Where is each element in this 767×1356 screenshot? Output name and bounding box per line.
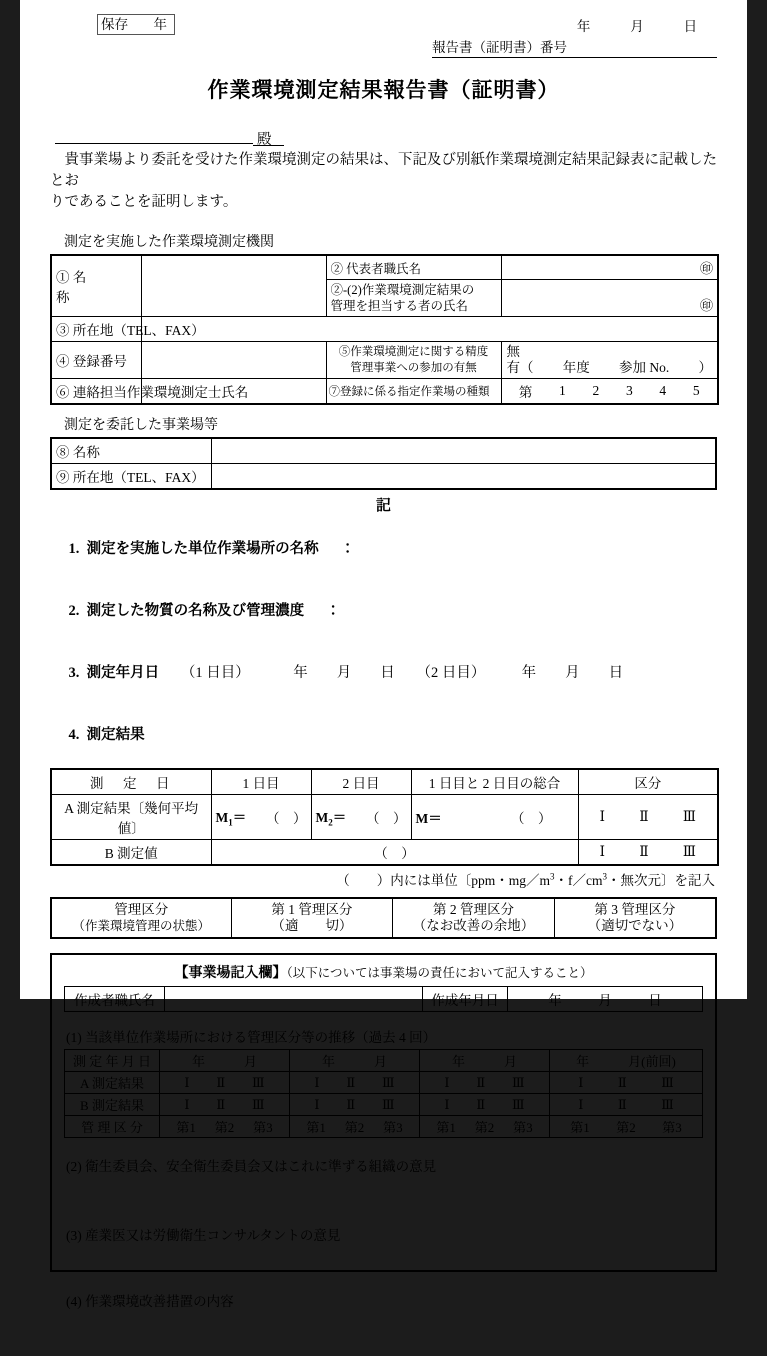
m-symbol: M bbox=[415, 811, 429, 826]
certification-paragraph bbox=[50, 150, 717, 213]
creation-date-value[interactable] bbox=[508, 987, 703, 1012]
results-row-a-kubun[interactable] bbox=[578, 795, 718, 840]
item-2-number: 2. bbox=[68, 603, 80, 619]
certification-paragraph-line2: りであることを証明します。 bbox=[50, 194, 238, 210]
history-table bbox=[64, 1049, 703, 1138]
hist-c4-3[interactable]: 第3 bbox=[662, 1120, 682, 1135]
accuracy-year-label: 年度 bbox=[562, 360, 590, 375]
creation-month-label: 月 bbox=[598, 993, 612, 1008]
table-row bbox=[65, 1094, 703, 1116]
accuracy-partno-label: 参加 No. bbox=[619, 360, 670, 375]
history-date-col3[interactable]: 年 月 bbox=[420, 1050, 550, 1072]
hist-c3-3[interactable]: 第3 bbox=[513, 1120, 533, 1135]
retention-box bbox=[97, 14, 175, 35]
seal-icon: ㊞ bbox=[699, 261, 713, 276]
hist-a1-2[interactable]: Ⅱ bbox=[216, 1074, 226, 1090]
hist-b2-3[interactable]: Ⅲ bbox=[382, 1096, 395, 1112]
history-row-a-col3[interactable] bbox=[420, 1072, 550, 1094]
workplace-entry-note: （以下については事業場の責任において記入すること） bbox=[286, 966, 593, 980]
table-row bbox=[51, 379, 718, 405]
results-row-b-label: B 測定値 bbox=[51, 840, 211, 866]
workplace-type-2[interactable]: 2 bbox=[592, 383, 600, 398]
author-value[interactable] bbox=[165, 987, 423, 1012]
table-row bbox=[65, 1116, 703, 1138]
contact-measurer-label: ⑥ 連絡担当作業環境測定士氏名 bbox=[51, 379, 141, 405]
hist-a2-2[interactable]: Ⅱ bbox=[346, 1074, 356, 1090]
result-manager-label-line2: 管理を担当する者の氏名 bbox=[330, 299, 469, 313]
unit-note-sup2: 3 bbox=[602, 871, 607, 882]
item-3-number: 3. bbox=[68, 665, 80, 681]
hist-b4-1[interactable]: Ⅰ bbox=[578, 1096, 584, 1112]
seal-icon: ㊞ bbox=[699, 298, 713, 313]
document-page bbox=[20, 0, 747, 1309]
unit-note-post: ・無次元〕を記入 bbox=[607, 873, 715, 888]
hist-c3-2[interactable]: 第2 bbox=[474, 1120, 495, 1135]
accuracy-yes-label: 有（ bbox=[506, 360, 534, 375]
client-address-label: ⑨ 所在地（TEL、FAX） bbox=[51, 464, 211, 490]
hist-c4-1[interactable]: 第1 bbox=[570, 1120, 590, 1135]
history-date-col1[interactable]: 年 月 bbox=[160, 1050, 290, 1072]
header-day-label: 日 bbox=[683, 19, 698, 34]
institution-address-value[interactable] bbox=[141, 317, 718, 342]
addressee-blank[interactable] bbox=[55, 126, 253, 144]
item-1 bbox=[54, 519, 717, 579]
results-row-b-kubun[interactable] bbox=[578, 840, 718, 866]
client-table bbox=[50, 437, 717, 490]
workplace-entry-box bbox=[50, 953, 717, 1309]
kubun-3[interactable]: Ⅲ bbox=[682, 844, 696, 859]
management-class-1[interactable] bbox=[231, 898, 393, 938]
workplace-type-1[interactable]: 1 bbox=[559, 383, 566, 398]
table-row bbox=[51, 840, 718, 866]
item-4-text: 測定結果 bbox=[86, 727, 145, 743]
item-1-colon: ： bbox=[340, 541, 355, 557]
item-3-day2-label: （2 日目） bbox=[423, 665, 479, 681]
history-row-class-label: 管 理 区 分 bbox=[65, 1116, 160, 1138]
kubun-3[interactable]: Ⅲ bbox=[682, 809, 696, 824]
hist-a3-1[interactable]: Ⅰ bbox=[444, 1074, 450, 1090]
kubun-1[interactable]: Ⅰ bbox=[599, 844, 605, 859]
table-row bbox=[51, 898, 716, 938]
table-row bbox=[51, 255, 718, 280]
item-1-text: 測定を実施した単位作業場所の名称 bbox=[86, 541, 319, 557]
institution-address-label: ③ 所在地（TEL、FAX） bbox=[51, 317, 141, 342]
history-row-class-col4[interactable] bbox=[550, 1116, 703, 1138]
history-row-class-col2[interactable] bbox=[290, 1116, 420, 1138]
results-row-a-total[interactable] bbox=[411, 795, 578, 840]
section-3-answer-area[interactable] bbox=[64, 1244, 703, 1290]
m1-unit-paren[interactable]: （ ） bbox=[266, 811, 307, 826]
item-2 bbox=[54, 581, 717, 641]
history-row-b-col1[interactable] bbox=[160, 1094, 290, 1116]
hist-c4-2[interactable]: 第2 bbox=[616, 1120, 636, 1135]
institution-name-value[interactable] bbox=[141, 255, 326, 317]
workplace-entry-title: 【事業場記入欄】 bbox=[174, 966, 287, 981]
results-row-a-day2[interactable]: $M_2=$ （ ） bbox=[311, 795, 411, 840]
results-header-kubun: 区分 bbox=[578, 769, 718, 795]
section-2-heading: (2) 衛生委員会、安全衛生委員会又はこれに準ずる組織の意見 bbox=[66, 1159, 437, 1174]
m2-equals: ＝ bbox=[332, 810, 347, 826]
report-number-label: 報告書（証明書）番号 bbox=[432, 36, 567, 58]
addressee-row bbox=[55, 126, 717, 148]
workplace-type-label: ⑦登録に係る指定作業場の種類 bbox=[326, 379, 501, 405]
management-class-2[interactable] bbox=[393, 898, 555, 938]
page-title: 作業環境測定結果報告書（証明書） bbox=[207, 78, 560, 102]
management-class-1-line2: （適 切） bbox=[271, 918, 353, 933]
section-1-heading: (1) 当該単位作業場所における管理区分等の推移（過去 4 回） bbox=[66, 1030, 437, 1045]
author-table bbox=[64, 986, 703, 1012]
item-2-text: 測定した物質の名称及び管理濃度 bbox=[86, 603, 305, 619]
management-class-3-line1: 第 3 管理区分 bbox=[594, 902, 676, 917]
item-3-date1[interactable]: 年 月 日 bbox=[293, 665, 395, 681]
certification-paragraph-line1: 貴事業場より委託を受けた作業環境測定の結果は、下記及び別紙作業環境測定結果記録表に記載したとお bbox=[50, 152, 717, 189]
management-class-table bbox=[50, 897, 717, 939]
unit-note-pre: （ ）内には単位〔ppm・mg／m bbox=[336, 873, 550, 888]
results-header-date: 測 定 日 bbox=[51, 769, 211, 795]
header-month-label: 月 bbox=[630, 19, 644, 34]
hist-a2-3[interactable]: Ⅲ bbox=[382, 1074, 395, 1090]
management-class-label-line1: 管理区分 bbox=[114, 902, 169, 917]
history-row-a-label: A 測定結果 bbox=[65, 1072, 160, 1094]
hist-b3-2[interactable]: Ⅱ bbox=[476, 1096, 486, 1112]
creation-date-label: 作成年月日 bbox=[423, 987, 508, 1012]
hist-c3-1[interactable]: 第1 bbox=[436, 1120, 456, 1135]
accuracy-program-label bbox=[326, 342, 501, 379]
item-3-text: 測定年月日 bbox=[86, 665, 160, 681]
hist-b2-2[interactable]: Ⅱ bbox=[346, 1096, 356, 1112]
workplace-type-4[interactable]: 4 bbox=[659, 383, 667, 398]
hist-a2-1[interactable]: Ⅰ bbox=[314, 1074, 320, 1090]
hist-c1-3[interactable]: 第3 bbox=[253, 1120, 273, 1135]
section-2-answer-area[interactable] bbox=[64, 1178, 703, 1224]
result-manager-label bbox=[326, 280, 501, 317]
table-row bbox=[51, 464, 716, 490]
item-4-number: 4. bbox=[68, 727, 80, 743]
results-row-a-label: A 測定結果〔幾何平均値〕 bbox=[51, 795, 211, 840]
kubun-1[interactable]: Ⅰ bbox=[599, 809, 605, 824]
hist-a3-2[interactable]: Ⅱ bbox=[476, 1074, 486, 1090]
hist-c2-1[interactable]: 第1 bbox=[306, 1120, 326, 1135]
header-date-fields bbox=[557, 15, 717, 35]
hist-b3-1[interactable]: Ⅰ bbox=[444, 1096, 450, 1112]
history-row-a-col1[interactable] bbox=[160, 1072, 290, 1094]
author-label: 作成者職氏名 bbox=[65, 987, 165, 1012]
form-header bbox=[50, 8, 717, 60]
history-row-b-col3[interactable] bbox=[420, 1094, 550, 1116]
creation-day-label: 日 bbox=[648, 993, 662, 1008]
hist-a4-3[interactable]: Ⅲ bbox=[661, 1074, 674, 1090]
history-row-a-col4[interactable] bbox=[550, 1072, 703, 1094]
workplace-type-prefix: 第 bbox=[518, 385, 533, 400]
item-4 bbox=[54, 705, 717, 765]
table-row bbox=[51, 342, 718, 379]
history-row-b-label: B 測定結果 bbox=[65, 1094, 160, 1116]
management-class-3[interactable] bbox=[554, 898, 716, 938]
creation-year-label: 年 bbox=[548, 993, 562, 1008]
management-class-1-line1: 第 1 管理区分 bbox=[271, 902, 353, 917]
form-sheet bbox=[20, 0, 747, 1309]
retention-label: 保存 bbox=[101, 17, 128, 32]
item-3-date2[interactable]: 年 月 日 bbox=[521, 665, 624, 681]
m2-symbol: M bbox=[315, 810, 329, 826]
item-1-number: 1. bbox=[68, 541, 80, 557]
table-row bbox=[65, 1050, 703, 1072]
hist-b2-1[interactable]: Ⅰ bbox=[314, 1096, 320, 1112]
workplace-type-values[interactable] bbox=[501, 379, 718, 405]
accuracy-program-value[interactable] bbox=[501, 342, 718, 379]
m-unit-paren[interactable]: （ ） bbox=[511, 811, 552, 826]
history-date-col4[interactable]: 年 月(前回) bbox=[550, 1050, 703, 1072]
management-class-label-line2: （作業環境管理の状態） bbox=[72, 919, 210, 933]
addressee-suffix: 殿 bbox=[253, 128, 284, 146]
table-row bbox=[51, 317, 718, 342]
unit-note-mid: ・f／cm bbox=[554, 873, 603, 888]
institution-caption: 測定を実施した作業環境測定機関 bbox=[64, 235, 274, 250]
table-row bbox=[65, 987, 703, 1012]
hist-c1-2[interactable]: 第2 bbox=[214, 1120, 235, 1135]
item-3 bbox=[54, 643, 717, 703]
unit-note-sup1: 3 bbox=[550, 871, 555, 882]
header-year-label: 年 bbox=[576, 19, 591, 34]
accuracy-none-option[interactable]: 無 bbox=[506, 344, 520, 359]
hist-c1-1[interactable]: 第1 bbox=[176, 1120, 196, 1135]
hist-c2-3[interactable]: 第3 bbox=[383, 1120, 403, 1135]
results-header-total: 1 日目と 2 日目の総合 bbox=[411, 769, 578, 795]
item-2-colon: ： bbox=[325, 603, 341, 619]
accuracy-program-label-line1: ⑤作業環境測定に関する精度 bbox=[338, 346, 489, 358]
history-date-col2[interactable]: 年 月 bbox=[290, 1050, 420, 1072]
report-number-blank[interactable] bbox=[567, 41, 717, 58]
section-4-heading: (4) 作業環境改善措置の内容 bbox=[66, 1294, 234, 1309]
management-class-2-line1: 第 2 管理区分 bbox=[432, 902, 514, 917]
hist-b4-3[interactable]: Ⅲ bbox=[661, 1096, 674, 1112]
section-3-heading: (3) 産業医又は労働衛生コンサルタントの意見 bbox=[66, 1228, 341, 1243]
client-address-value[interactable] bbox=[211, 464, 716, 490]
history-row-b-col4[interactable] bbox=[550, 1094, 703, 1116]
result-manager-value[interactable] bbox=[501, 280, 718, 317]
unit-note bbox=[50, 869, 715, 889]
hist-c2-2[interactable]: 第2 bbox=[344, 1120, 365, 1135]
hist-b1-3[interactable]: Ⅲ bbox=[252, 1096, 265, 1112]
institution-table bbox=[50, 254, 719, 405]
hist-b1-2[interactable]: Ⅱ bbox=[216, 1096, 226, 1112]
hist-b1-1[interactable]: Ⅰ bbox=[184, 1096, 190, 1112]
history-row-b-col2[interactable] bbox=[290, 1094, 420, 1116]
registration-number-label: ④ 登録番号 bbox=[51, 342, 141, 379]
client-name-value[interactable] bbox=[211, 438, 716, 464]
workplace-entry-header bbox=[64, 962, 703, 982]
hist-a4-1[interactable]: Ⅰ bbox=[578, 1074, 584, 1090]
table-row bbox=[51, 769, 718, 795]
ki-marker: 記 bbox=[375, 498, 391, 514]
workplace-type-3[interactable]: 3 bbox=[625, 383, 633, 398]
kubun-2[interactable]: Ⅱ bbox=[639, 809, 649, 824]
retention-year-label: 年 bbox=[153, 17, 167, 32]
results-table bbox=[50, 768, 719, 866]
hist-a4-2[interactable]: Ⅱ bbox=[617, 1074, 627, 1090]
history-row-class-col3[interactable] bbox=[420, 1116, 550, 1138]
registration-number-value[interactable] bbox=[141, 342, 326, 379]
management-class-2-line2: （なお改善の余地） bbox=[412, 918, 535, 933]
results-header-day2: 2 日目 bbox=[311, 769, 411, 795]
m1-symbol: M bbox=[215, 810, 229, 826]
history-row-a-col2[interactable] bbox=[290, 1072, 420, 1094]
results-row-b-value[interactable]: （ ） bbox=[211, 840, 578, 866]
management-class-label bbox=[51, 898, 231, 938]
history-date-label: 測 定 年 月 日 bbox=[65, 1050, 160, 1072]
hist-a3-3[interactable]: Ⅲ bbox=[512, 1074, 525, 1090]
result-manager-label-line1: ②-(2)作業環境測定結果の bbox=[330, 283, 475, 297]
table-row bbox=[51, 438, 716, 464]
report-number-field bbox=[432, 36, 717, 58]
kubun-2[interactable]: Ⅱ bbox=[639, 844, 649, 859]
institution-name-label: ① 名 称 bbox=[51, 255, 141, 317]
client-caption: 測定を委託した事業場等 bbox=[64, 418, 218, 433]
representative-label: ② 代表者職氏名 bbox=[326, 255, 501, 280]
accuracy-program-label-line2: 管理事業への参加の有無 bbox=[350, 362, 477, 374]
hist-b4-2[interactable]: Ⅱ bbox=[617, 1096, 627, 1112]
hist-b3-3[interactable]: Ⅲ bbox=[512, 1096, 525, 1112]
workplace-type-5[interactable]: 5 bbox=[692, 383, 700, 398]
history-row-class-col1[interactable] bbox=[160, 1116, 290, 1138]
m1-equals: ＝ bbox=[232, 810, 247, 826]
representative-value[interactable] bbox=[501, 255, 718, 280]
management-class-3-line2: （適切でない） bbox=[587, 918, 683, 933]
results-header-day1: 1 日目 bbox=[211, 769, 311, 795]
hist-a1-1[interactable]: Ⅰ bbox=[184, 1074, 190, 1090]
table-row bbox=[65, 1072, 703, 1094]
section-4-answer-area[interactable] bbox=[64, 1310, 703, 1356]
m2-unit-paren[interactable]: （ ） bbox=[366, 811, 407, 826]
hist-a1-3[interactable]: Ⅲ bbox=[252, 1074, 265, 1090]
results-row-a-day1[interactable]: $M_1=$ （ ） bbox=[211, 795, 311, 840]
item-3-day1-label: （1 日目） bbox=[180, 665, 243, 681]
accuracy-yes-option[interactable] bbox=[507, 360, 713, 376]
accuracy-close-paren: ） bbox=[698, 360, 712, 375]
table-row bbox=[51, 795, 718, 840]
m-equals: ＝ bbox=[428, 811, 442, 826]
client-name-label: ⑧ 名称 bbox=[51, 438, 211, 464]
